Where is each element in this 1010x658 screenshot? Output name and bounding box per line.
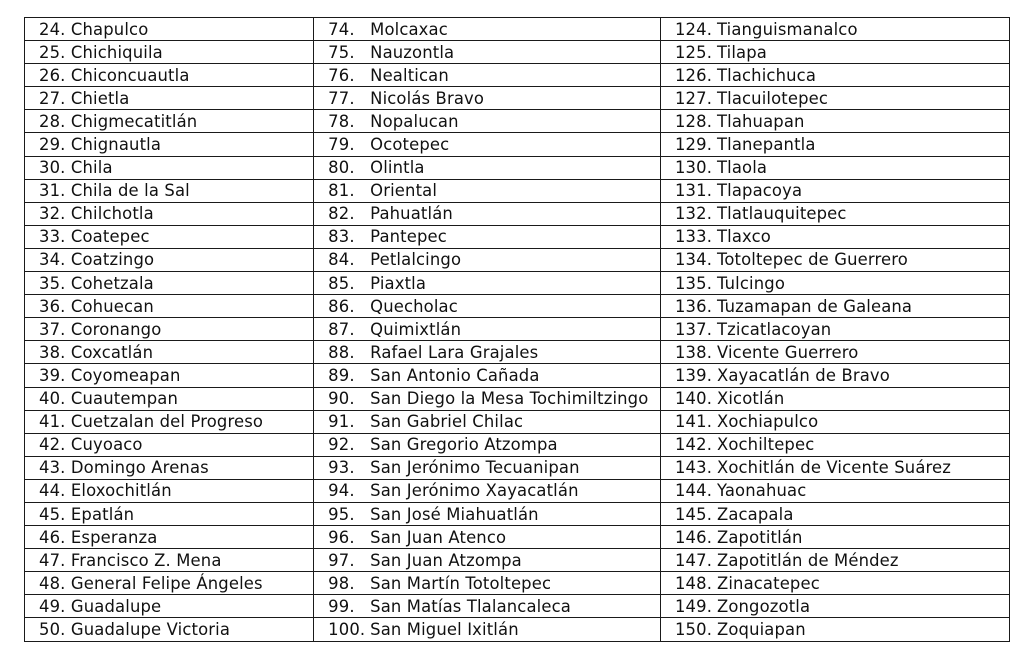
municipality-name: Vicente Guerrero — [716, 342, 859, 362]
table-row — [25, 225, 1010, 248]
item-number: 147. — [674, 550, 713, 570]
table-cell — [25, 479, 314, 502]
table-cell — [25, 618, 314, 641]
table-cell — [314, 410, 661, 433]
table-row — [25, 410, 1010, 433]
municipality-name: Rafael Lara Grajales — [370, 342, 539, 362]
table-row — [25, 595, 1010, 618]
table-cell — [25, 133, 314, 156]
municipality-name: Cuetzalan del Progreso — [70, 412, 264, 432]
municipality-name: Tlanepantla — [716, 135, 816, 155]
item-number: 50. — [39, 619, 66, 639]
municipality-name: Xochiltepec — [716, 435, 815, 455]
table-cell — [314, 341, 661, 364]
table-cell — [660, 364, 1009, 387]
item-number: 76. — [328, 65, 355, 85]
table-cell — [25, 387, 314, 410]
table-cell — [25, 341, 314, 364]
table-row — [25, 387, 1010, 410]
item-number: 34. — [39, 250, 66, 270]
municipality-name: Coronango — [70, 319, 162, 339]
table-row — [25, 156, 1010, 179]
municipality-name: General Felipe Ángeles — [70, 573, 263, 593]
municipality-table — [24, 17, 1010, 642]
table-cell — [660, 156, 1009, 179]
municipality-name: Chila de la Sal — [70, 181, 190, 201]
table-cell — [25, 248, 314, 271]
table-cell — [25, 110, 314, 133]
item-number: 145. — [674, 504, 713, 524]
item-number: 83. — [328, 227, 355, 247]
table-cell — [314, 225, 661, 248]
municipality-name: Zongozotla — [716, 596, 811, 616]
table-cell — [25, 595, 314, 618]
item-number: 24. — [39, 19, 66, 39]
table-row — [25, 64, 1010, 87]
municipality-name: Cuyoaco — [70, 435, 143, 455]
municipality-name: Tlaxco — [716, 227, 771, 247]
item-number: 150. — [674, 619, 713, 639]
item-number: 98. — [328, 573, 355, 593]
municipality-name: Esperanza — [70, 527, 158, 547]
table-cell — [314, 202, 661, 225]
table-row — [25, 341, 1010, 364]
table-cell — [660, 64, 1009, 87]
table-row — [25, 41, 1010, 64]
item-number: 48. — [39, 573, 66, 593]
item-number: 142. — [674, 435, 713, 455]
item-number: 31. — [39, 181, 66, 201]
item-number: 28. — [39, 111, 66, 131]
table-cell — [25, 526, 314, 549]
item-number: 88. — [328, 342, 355, 362]
municipality-name: Chigmecatitlán — [70, 111, 198, 131]
table-row — [25, 502, 1010, 525]
item-number: 126. — [674, 65, 713, 85]
item-number: 95. — [328, 504, 355, 524]
item-number: 29. — [39, 135, 66, 155]
table-cell — [25, 295, 314, 318]
table-cell — [25, 87, 314, 110]
municipality-name: Cohuecan — [70, 296, 154, 316]
table-cell — [660, 87, 1009, 110]
item-number: 139. — [674, 365, 713, 385]
item-number: 129. — [674, 135, 713, 155]
municipality-name: Chila — [70, 158, 113, 178]
item-number: 94. — [328, 481, 355, 501]
municipality-name: Coxcatlán — [70, 342, 154, 362]
item-number: 144. — [674, 481, 713, 501]
item-number: 140. — [674, 389, 713, 409]
table-cell — [25, 364, 314, 387]
table-row — [25, 618, 1010, 641]
item-number: 146. — [674, 527, 713, 547]
table-cell — [660, 18, 1009, 41]
table-cell — [660, 456, 1009, 479]
municipality-name: Chignautla — [70, 135, 162, 155]
table-cell — [314, 248, 661, 271]
item-number: 44. — [39, 481, 66, 501]
municipality-name: San José Miahuatlán — [370, 504, 539, 524]
municipality-name: Tlaola — [716, 158, 768, 178]
table-cell — [660, 341, 1009, 364]
table-cell — [314, 87, 661, 110]
municipality-name: Nicolás Bravo — [370, 88, 485, 108]
municipality-name: Epatlán — [70, 504, 135, 524]
municipality-name: Nopalucan — [370, 111, 459, 131]
municipality-name: Yaonahuac — [716, 481, 807, 501]
item-number: 96. — [328, 527, 355, 547]
table-row — [25, 549, 1010, 572]
table-row — [25, 18, 1010, 41]
table-cell — [25, 502, 314, 525]
table-cell — [25, 433, 314, 456]
item-number: 39. — [39, 365, 66, 385]
table-row — [25, 248, 1010, 271]
table-cell — [25, 572, 314, 595]
municipality-name: San Antonio Cañada — [370, 365, 540, 385]
item-number: 40. — [39, 389, 66, 409]
table-row — [25, 179, 1010, 202]
table-cell — [660, 179, 1009, 202]
table-cell — [25, 549, 314, 572]
table-cell — [660, 479, 1009, 502]
municipality-name: Chichiquila — [70, 42, 163, 62]
municipality-name: Petlalcingo — [370, 250, 462, 270]
item-number: 134. — [674, 250, 713, 270]
table-cell — [25, 18, 314, 41]
item-number: 74. — [328, 19, 355, 39]
item-number: 97. — [328, 550, 355, 570]
table-cell — [314, 479, 661, 502]
item-number: 92. — [328, 435, 355, 455]
table-cell — [25, 41, 314, 64]
table-row — [25, 87, 1010, 110]
table-cell — [660, 318, 1009, 341]
municipality-name: Zinacatepec — [716, 573, 820, 593]
municipality-name: Cuautempan — [70, 389, 178, 409]
item-number: 80. — [328, 158, 355, 178]
municipality-name: Pantepec — [370, 227, 447, 247]
table-cell — [660, 618, 1009, 641]
municipality-name: Zapotitlán de Méndez — [716, 550, 899, 570]
table-cell — [314, 456, 661, 479]
municipality-name: Tlapacoya — [716, 181, 803, 201]
table-cell — [660, 549, 1009, 572]
item-number: 75. — [328, 42, 355, 62]
table-cell — [314, 618, 661, 641]
item-number: 43. — [39, 458, 66, 478]
municipality-name: Chiconcuautla — [70, 65, 190, 85]
item-number: 25. — [39, 42, 66, 62]
item-number: 79. — [328, 135, 355, 155]
municipality-name: Oriental — [370, 181, 438, 201]
table-cell — [314, 156, 661, 179]
item-number: 46. — [39, 527, 66, 547]
municipality-name: Olintla — [370, 158, 425, 178]
table-row — [25, 110, 1010, 133]
table-row — [25, 133, 1010, 156]
table-cell — [25, 456, 314, 479]
item-number: 42. — [39, 435, 66, 455]
table-cell — [660, 410, 1009, 433]
municipality-table-body — [25, 18, 1010, 642]
item-number: 89. — [328, 365, 355, 385]
item-number: 124. — [674, 19, 713, 39]
municipality-name: San Jerónimo Tecuanipan — [370, 458, 580, 478]
item-number: 36. — [39, 296, 66, 316]
table-cell — [660, 133, 1009, 156]
municipality-name: Pahuatlán — [370, 204, 453, 224]
table-row — [25, 318, 1010, 341]
municipality-name: Tlacuilotepec — [716, 88, 829, 108]
item-number: 38. — [39, 342, 66, 362]
municipality-name: Quecholac — [370, 296, 458, 316]
table-cell — [660, 41, 1009, 64]
table-cell — [25, 272, 314, 295]
item-number: 35. — [39, 273, 66, 293]
municipality-name: Tlatlauquitepec — [716, 204, 847, 224]
table-cell — [25, 225, 314, 248]
table-row — [25, 202, 1010, 225]
item-number: 149. — [674, 596, 713, 616]
item-number: 130. — [674, 158, 713, 178]
table-cell — [314, 64, 661, 87]
item-number: 141. — [674, 412, 713, 432]
table-row — [25, 526, 1010, 549]
item-number: 132. — [674, 204, 713, 224]
item-number: 137. — [674, 319, 713, 339]
item-number: 138. — [674, 342, 713, 362]
table-cell — [314, 179, 661, 202]
table-cell — [660, 387, 1009, 410]
table-cell — [660, 433, 1009, 456]
municipality-name: Nealtican — [370, 65, 449, 85]
municipality-name: Tulcingo — [716, 273, 786, 293]
municipality-name: Chilchotla — [70, 204, 154, 224]
table-cell — [660, 526, 1009, 549]
table-row — [25, 572, 1010, 595]
item-number: 81. — [328, 181, 355, 201]
table-cell — [25, 202, 314, 225]
table-cell — [314, 133, 661, 156]
municipality-name: Tzicatlacoyan — [716, 319, 832, 339]
item-number: 125. — [674, 42, 713, 62]
table-cell — [314, 295, 661, 318]
municipality-name: Piaxtla — [370, 273, 427, 293]
municipality-name: Coyomeapan — [70, 365, 181, 385]
table-cell — [314, 364, 661, 387]
municipality-name: Totoltepec de Guerrero — [716, 250, 908, 270]
municipality-name: Nauzontla — [370, 42, 455, 62]
table-cell — [314, 41, 661, 64]
item-number: 85. — [328, 273, 355, 293]
table-row — [25, 433, 1010, 456]
table-cell — [314, 318, 661, 341]
table-cell — [660, 248, 1009, 271]
table-cell — [25, 410, 314, 433]
item-number: 32. — [39, 204, 66, 224]
item-number: 45. — [39, 504, 66, 524]
table-cell — [314, 18, 661, 41]
municipality-name: San Gregorio Atzompa — [370, 435, 558, 455]
municipality-name: San Miguel Ixitlán — [370, 619, 519, 639]
table-cell — [314, 595, 661, 618]
municipality-name: Molcaxac — [370, 19, 448, 39]
municipality-name: Tlachichuca — [716, 65, 817, 85]
item-number: 77. — [328, 88, 355, 108]
municipality-name: Francisco Z. Mena — [70, 550, 222, 570]
municipality-name: Xochitlán de Vicente Suárez — [716, 458, 952, 478]
item-number: 84. — [328, 250, 355, 270]
item-number: 148. — [674, 573, 713, 593]
item-number: 47. — [39, 550, 66, 570]
item-number: 86. — [328, 296, 355, 316]
item-number: 91. — [328, 412, 355, 432]
table-cell — [660, 572, 1009, 595]
municipality-name: Tilapa — [716, 42, 767, 62]
table-row — [25, 272, 1010, 295]
item-number: 100. — [328, 619, 366, 639]
municipality-name: Zacapala — [716, 504, 794, 524]
item-number: 99. — [328, 596, 355, 616]
table-row — [25, 295, 1010, 318]
municipality-name: San Jerónimo Xayacatlán — [370, 481, 579, 501]
municipality-name: Ocotepec — [370, 135, 450, 155]
table-cell — [314, 526, 661, 549]
item-number: 26. — [39, 65, 66, 85]
table-row — [25, 364, 1010, 387]
item-number: 37. — [39, 319, 66, 339]
item-number: 49. — [39, 596, 66, 616]
municipality-name: Coatzingo — [70, 250, 155, 270]
municipality-name: Cohetzala — [70, 273, 154, 293]
municipality-name: Guadalupe — [70, 596, 162, 616]
table-cell — [314, 272, 661, 295]
item-number: 128. — [674, 111, 713, 131]
item-number: 30. — [39, 158, 66, 178]
item-number: 135. — [674, 273, 713, 293]
table-cell — [25, 318, 314, 341]
municipality-name: San Juan Atenco — [370, 527, 507, 547]
table-cell — [660, 502, 1009, 525]
table-cell — [314, 502, 661, 525]
municipality-name: San Gabriel Chilac — [370, 412, 524, 432]
table-cell — [660, 272, 1009, 295]
item-number: 87. — [328, 319, 355, 339]
municipality-name: San Diego la Mesa Tochimiltzingo — [370, 389, 649, 409]
municipality-name: Xayacatlán de Bravo — [716, 365, 890, 385]
municipality-name: Zapotitlán — [716, 527, 803, 547]
item-number: 41. — [39, 412, 66, 432]
table-cell — [660, 595, 1009, 618]
table-cell — [314, 110, 661, 133]
municipality-name: Xicotlán — [716, 389, 785, 409]
item-number: 133. — [674, 227, 713, 247]
municipality-name: Coatepec — [70, 227, 150, 247]
municipality-name: Quimixtlán — [370, 319, 462, 339]
table-cell — [314, 572, 661, 595]
table-cell — [660, 295, 1009, 318]
table-cell — [660, 202, 1009, 225]
municipality-name: Tlahuapan — [716, 111, 805, 131]
municipality-name: Guadalupe Victoria — [70, 619, 231, 639]
table-row — [25, 456, 1010, 479]
municipality-name: Zoquiapan — [716, 619, 806, 639]
municipality-name: Tuzamapan de Galeana — [716, 296, 913, 316]
table-cell — [25, 64, 314, 87]
item-number: 93. — [328, 458, 355, 478]
table-cell — [314, 549, 661, 572]
table-cell — [660, 110, 1009, 133]
municipality-name: San Matías Tlalancaleca — [370, 596, 571, 616]
municipality-name: Tianguismanalco — [716, 19, 858, 39]
municipality-name: Xochiapulco — [716, 412, 819, 432]
municipality-name: San Martín Totoltepec — [370, 573, 552, 593]
item-number: 90. — [328, 389, 355, 409]
table-cell — [25, 179, 314, 202]
item-number: 131. — [674, 181, 713, 201]
municipality-name: Domingo Arenas — [70, 458, 209, 478]
item-number: 78. — [328, 111, 355, 131]
municipality-name: San Juan Atzompa — [370, 550, 522, 570]
table-cell — [314, 387, 661, 410]
item-number: 82. — [328, 204, 355, 224]
item-number: 27. — [39, 88, 66, 108]
table-cell — [25, 156, 314, 179]
item-number: 136. — [674, 296, 713, 316]
table-cell — [314, 433, 661, 456]
table-row — [25, 479, 1010, 502]
item-number: 143. — [674, 458, 713, 478]
municipality-name: Eloxochitlán — [70, 481, 172, 501]
item-number: 33. — [39, 227, 66, 247]
item-number: 127. — [674, 88, 713, 108]
table-cell — [660, 225, 1009, 248]
municipality-name: Chietla — [70, 88, 130, 108]
municipality-name: Chapulco — [70, 19, 149, 39]
